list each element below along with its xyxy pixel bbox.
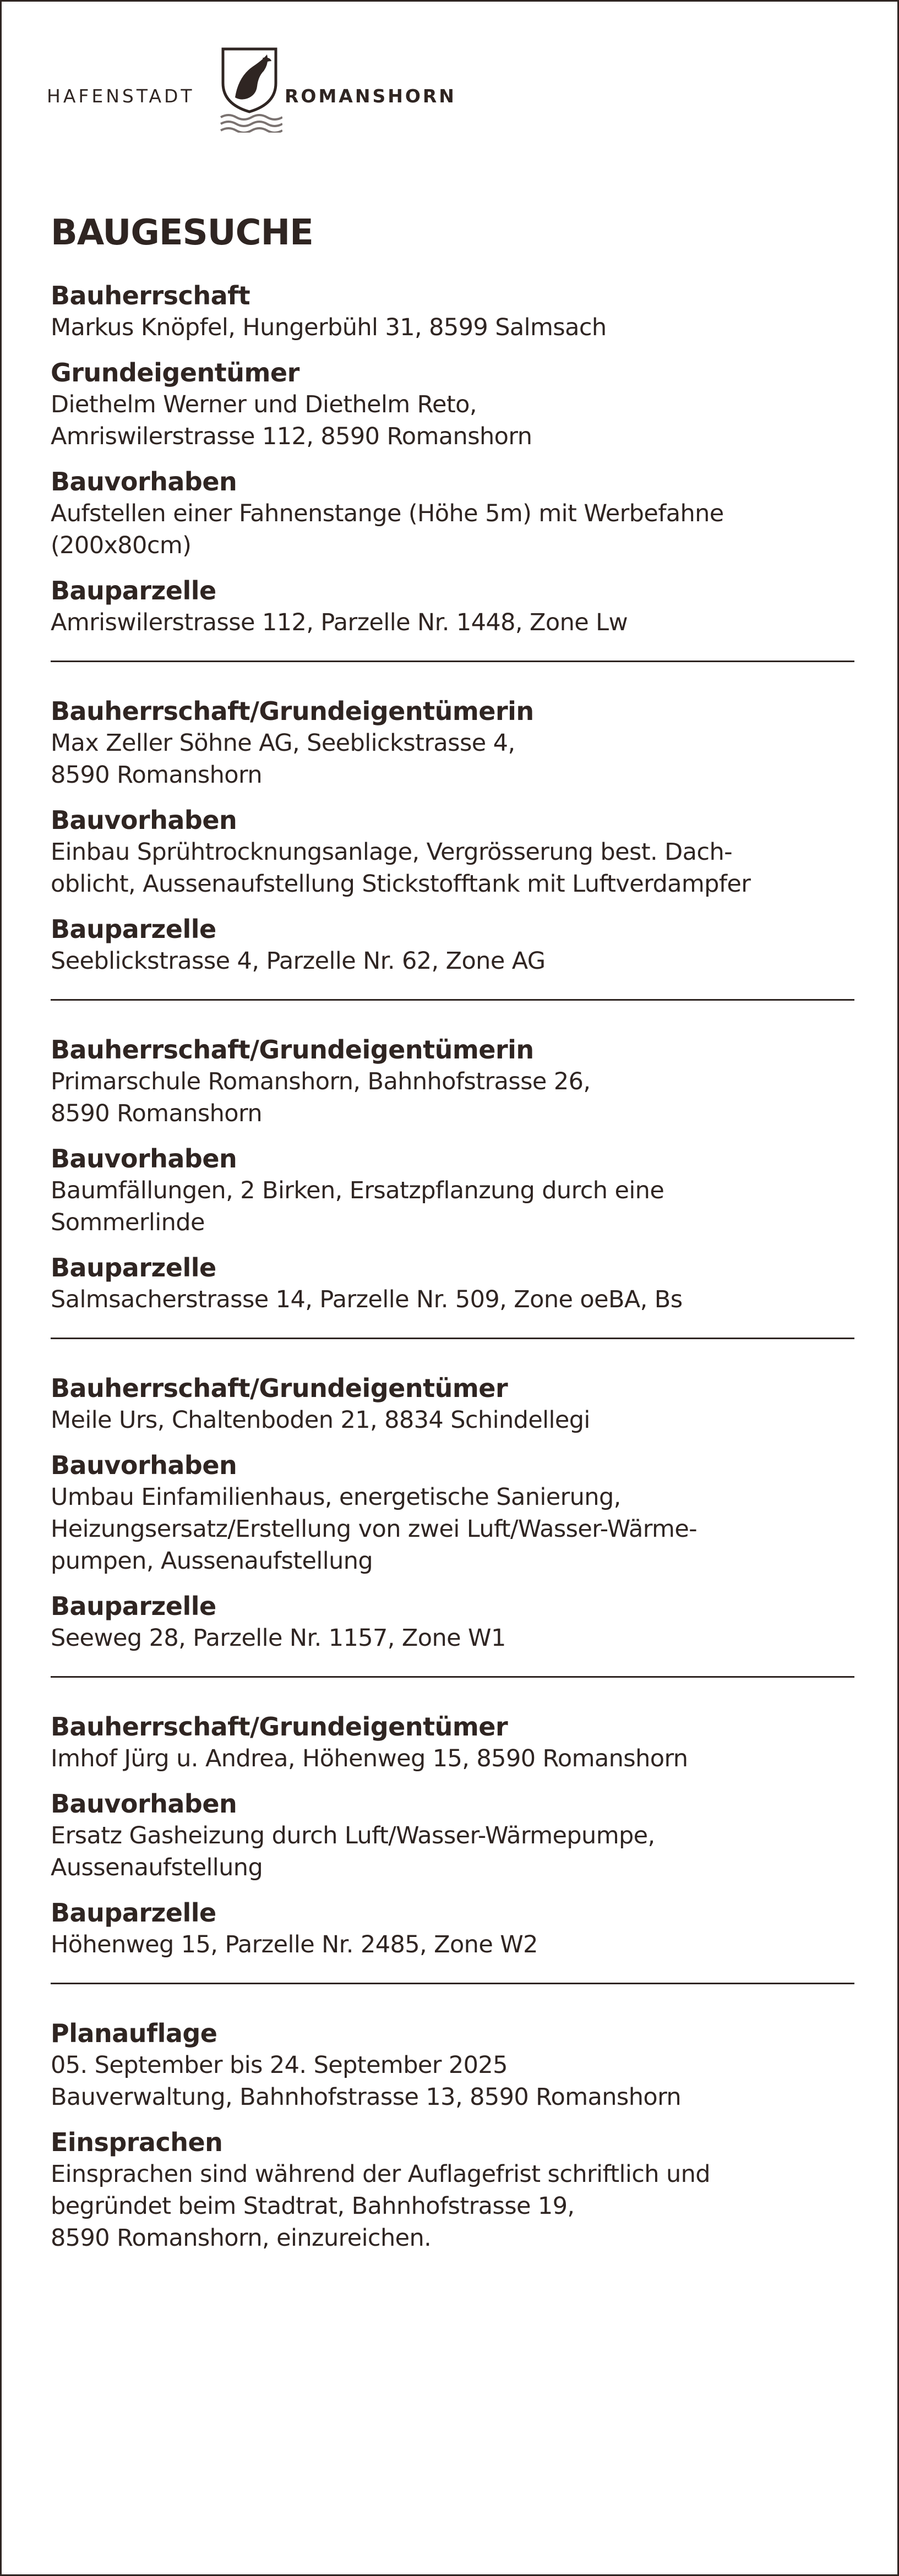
entry-field	[51, 1143, 854, 1238]
field-value: Aufstellen einer Fahnenstange (Höhe 5m) mit Werbefahne (200x80cm)	[51, 500, 724, 559]
field-value: 05. September bis 24. September 2025 Bauverwaltung, Bahnhofstrasse 13, 8590 Romanshorn	[51, 2051, 682, 2111]
entry-field	[51, 1897, 854, 1961]
romanshorn-crest-icon	[216, 45, 282, 133]
field-value: Baumfällungen, 2 Birken, Ersatzpflanzung durch eine Sommerlinde	[51, 1177, 664, 1236]
municipality-logo	[47, 45, 487, 133]
entry-field	[51, 1449, 854, 1577]
entry-field	[51, 357, 854, 452]
field-label: Bauparzelle	[51, 1253, 216, 1282]
field-label: Bauparzelle	[51, 1898, 216, 1928]
field-label: Bauparzelle	[51, 576, 216, 605]
field-value: Max Zeller Söhne AG, Seeblickstrasse 4, 8590 Romanshorn	[51, 729, 515, 789]
field-label: Bauparzelle	[51, 914, 216, 944]
entry-field	[51, 1372, 854, 1436]
field-label: Bauherrschaft/Grundeigentümer	[51, 1712, 508, 1742]
entry-field	[51, 1034, 854, 1129]
field-label: Bauherrschaft/Grundeigentümer	[51, 1373, 508, 1403]
field-label: Bauvorhaben	[51, 1144, 237, 1174]
entry-field	[51, 2126, 854, 2254]
notice-content	[51, 211, 854, 2309]
publication-info	[51, 2017, 854, 2276]
field-label: Planauflage	[51, 2018, 217, 2048]
field-label: Bauherrschaft	[51, 281, 250, 310]
logo-text-hafenstadt: HAFENSTADT	[47, 85, 195, 107]
field-label: Bauvorhaben	[51, 467, 237, 496]
field-label: Grundeigentümer	[51, 358, 299, 388]
field-value: Markus Knöpfel, Hungerbühl 31, 8599 Salmsach	[51, 314, 607, 341]
field-value: Meile Urs, Chaltenboden 21, 8834 Schindellegi	[51, 1406, 590, 1434]
field-value: Seeblickstrasse 4, Parzelle Nr. 62, Zone AG	[51, 947, 546, 975]
permit-entry	[51, 280, 854, 662]
field-value: Salmsacherstrasse 14, Parzelle Nr. 509, Zone oeBA, Bs	[51, 1286, 683, 1313]
field-value: Primarschule Romanshorn, Bahnhofstrasse 26, 8590 Romanshorn	[51, 1068, 591, 1127]
field-label: Bauparzelle	[51, 1591, 216, 1621]
field-value: Seeweg 28, Parzelle Nr. 1157, Zone W1	[51, 1624, 506, 1652]
field-label: Bauvorhaben	[51, 805, 237, 835]
entry-field	[51, 575, 854, 638]
field-label: Einsprachen	[51, 2127, 223, 2157]
field-value: Höhenweg 15, Parzelle Nr. 2485, Zone W2	[51, 1931, 538, 1958]
field-value: Diethelm Werner und Diethelm Reto, Amriswilerstrasse 112, 8590 Romanshorn	[51, 391, 532, 450]
entry-field	[51, 1788, 854, 1884]
field-label: Bauvorhaben	[51, 1789, 237, 1819]
permit-entry	[51, 1372, 854, 1678]
entry-field	[51, 695, 854, 791]
field-label: Bauvorhaben	[51, 1450, 237, 1480]
field-value: Ersatz Gasheizung durch Luft/Wasser-Wärmepumpe, Aussenaufstellung	[51, 1822, 655, 1881]
field-value: Imhof Jürg u. Andrea, Höhenweg 15, 8590 Romanshorn	[51, 1745, 688, 1772]
logo-text-romanshorn: ROMANSHORN	[285, 85, 456, 107]
entry-field	[51, 804, 854, 900]
entry-field	[51, 2017, 854, 2113]
permit-entry	[51, 1711, 854, 1984]
permit-entry	[51, 695, 854, 1001]
entry-field	[51, 466, 854, 561]
permit-entry	[51, 1034, 854, 1339]
entry-field	[51, 1590, 854, 1654]
field-value: Einbau Sprühtrocknungsanlage, Vergrösserung best. Dach- oblicht, Aussenaufstellung Stickstofftank mit Luftverdampfer	[51, 838, 751, 898]
entry-field	[51, 280, 854, 343]
entry-field	[51, 913, 854, 977]
entry-field	[51, 1711, 854, 1775]
field-value: Einsprachen sind während der Auflagefrist schriftlich und begründet beim Stadtrat, Bahnhofstrasse 19, 8590 Romanshorn, einzureichen.	[51, 2160, 710, 2252]
field-value: Amriswilerstrasse 112, Parzelle Nr. 1448, Zone Lw	[51, 609, 628, 636]
field-label: Bauherrschaft/Grundeigentümerin	[51, 696, 534, 726]
field-value: Umbau Einfamilienhaus, energetische Sanierung, Heizungsersatz/Erstellung von zwei Luft/Wasser-Wärme- pumpen, Aussenaufstellung	[51, 1483, 698, 1575]
entry-field	[51, 1252, 854, 1316]
field-label: Bauherrschaft/Grundeigentümerin	[51, 1035, 534, 1065]
page-title: BAUGESUCHE	[51, 212, 313, 253]
